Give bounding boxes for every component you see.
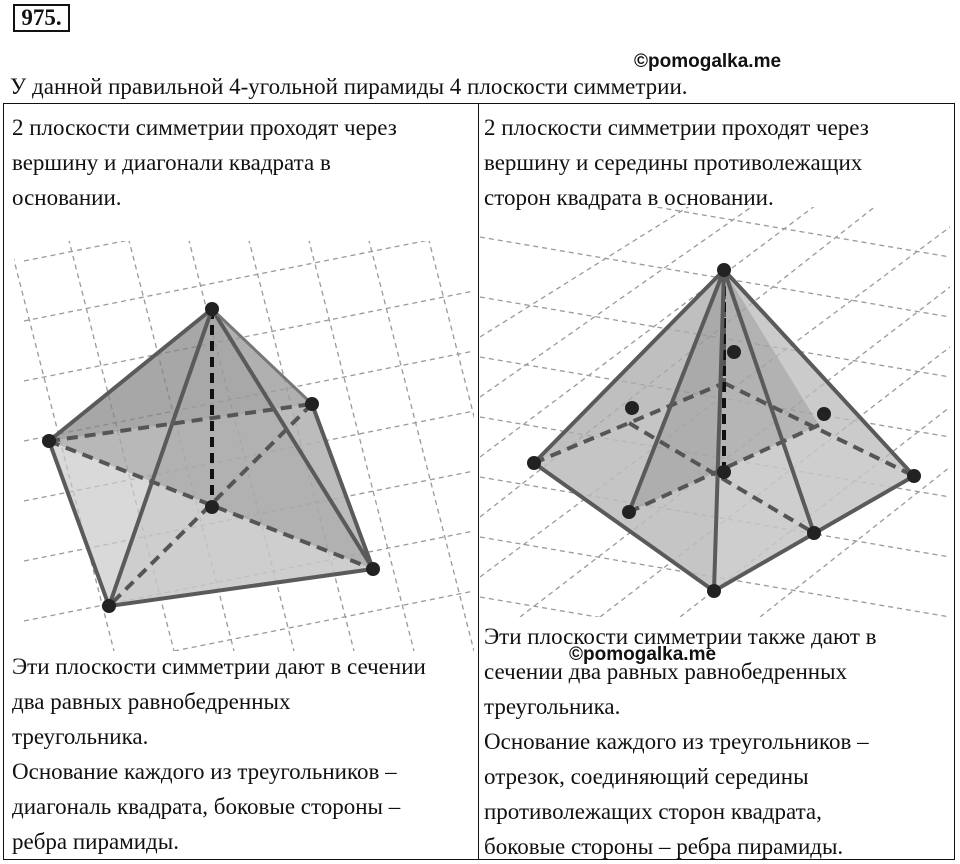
left-top-line-1: 2 плоскости симметрии проходят через bbox=[12, 115, 397, 140]
right-upper-point bbox=[727, 345, 741, 359]
right-midpoint-4 bbox=[817, 407, 831, 421]
left-center-point bbox=[205, 500, 219, 514]
right-vertex-a bbox=[527, 456, 541, 470]
left-vertex-b bbox=[305, 397, 319, 411]
left-bottom-line-1: Эти плоскости симметрии дают в сечении bbox=[12, 654, 426, 679]
right-bottom-line-1: Эти плоскости симметрии также дают в bbox=[484, 624, 877, 649]
left-bottom-line-2: два равных равнобедренных bbox=[12, 689, 291, 714]
left-top-line-3: основании. bbox=[12, 185, 122, 210]
left-top-text bbox=[12, 110, 397, 215]
left-top-line-2: вершину и диагонали квадрата в bbox=[12, 150, 331, 175]
left-bottom-line-3: треугольника. bbox=[12, 724, 149, 749]
watermark-middle: ©pomogalka.me bbox=[569, 644, 717, 665]
right-bottom-line-3: треугольника. bbox=[484, 694, 621, 719]
right-pyramid-figure bbox=[480, 207, 950, 617]
left-vertex-d bbox=[102, 599, 116, 613]
right-vertex-c bbox=[707, 584, 721, 598]
right-bottom-line-2: сечении два равных равнобедренных bbox=[484, 659, 848, 684]
right-top-line-3: сторон квадрата в основании. bbox=[484, 185, 774, 210]
right-bottom-line-5: отрезок, соединяющий середины bbox=[484, 764, 809, 789]
right-vertex-b bbox=[907, 469, 921, 483]
right-bottom-line-6: противолежащих сторон квадрата, bbox=[484, 799, 822, 824]
solution-table bbox=[3, 103, 955, 860]
right-top-line-1: 2 плоскости симметрии проходят через bbox=[484, 115, 869, 140]
left-apex-point bbox=[205, 302, 219, 316]
watermark-top: ©pomogalka.me bbox=[634, 51, 782, 72]
intro-text: У данной правильной 4-угольной пирамиды 4 плоскости симметрии. bbox=[10, 74, 688, 99]
right-top-line-2: вершину и середины противолежащих bbox=[484, 150, 863, 175]
right-midpoint-2 bbox=[807, 526, 821, 540]
left-vertex-c bbox=[366, 562, 380, 576]
right-top-text bbox=[484, 110, 869, 215]
left-bottom-line-5: диагональ квадрата, боковые стороны – bbox=[12, 794, 401, 819]
right-bottom-line-4: Основание каждого из треугольников – bbox=[484, 729, 869, 754]
left-pyramid-figure bbox=[4, 241, 474, 651]
right-midpoint-1 bbox=[622, 505, 636, 519]
right-bottom-line-7: боковые стороны – ребра пирамиды. bbox=[484, 834, 844, 859]
left-bottom-line-6: ребра пирамиды. bbox=[12, 829, 179, 854]
right-apex-point bbox=[717, 263, 731, 277]
left-bottom-line-4: Основание каждого из треугольников – bbox=[12, 759, 397, 784]
right-midpoint-3 bbox=[625, 401, 639, 415]
left-vertex-a bbox=[42, 434, 56, 448]
column-divider bbox=[478, 104, 479, 859]
left-bottom-text bbox=[12, 649, 426, 859]
problem-number: 975. bbox=[13, 4, 70, 32]
right-center-point bbox=[717, 465, 731, 479]
